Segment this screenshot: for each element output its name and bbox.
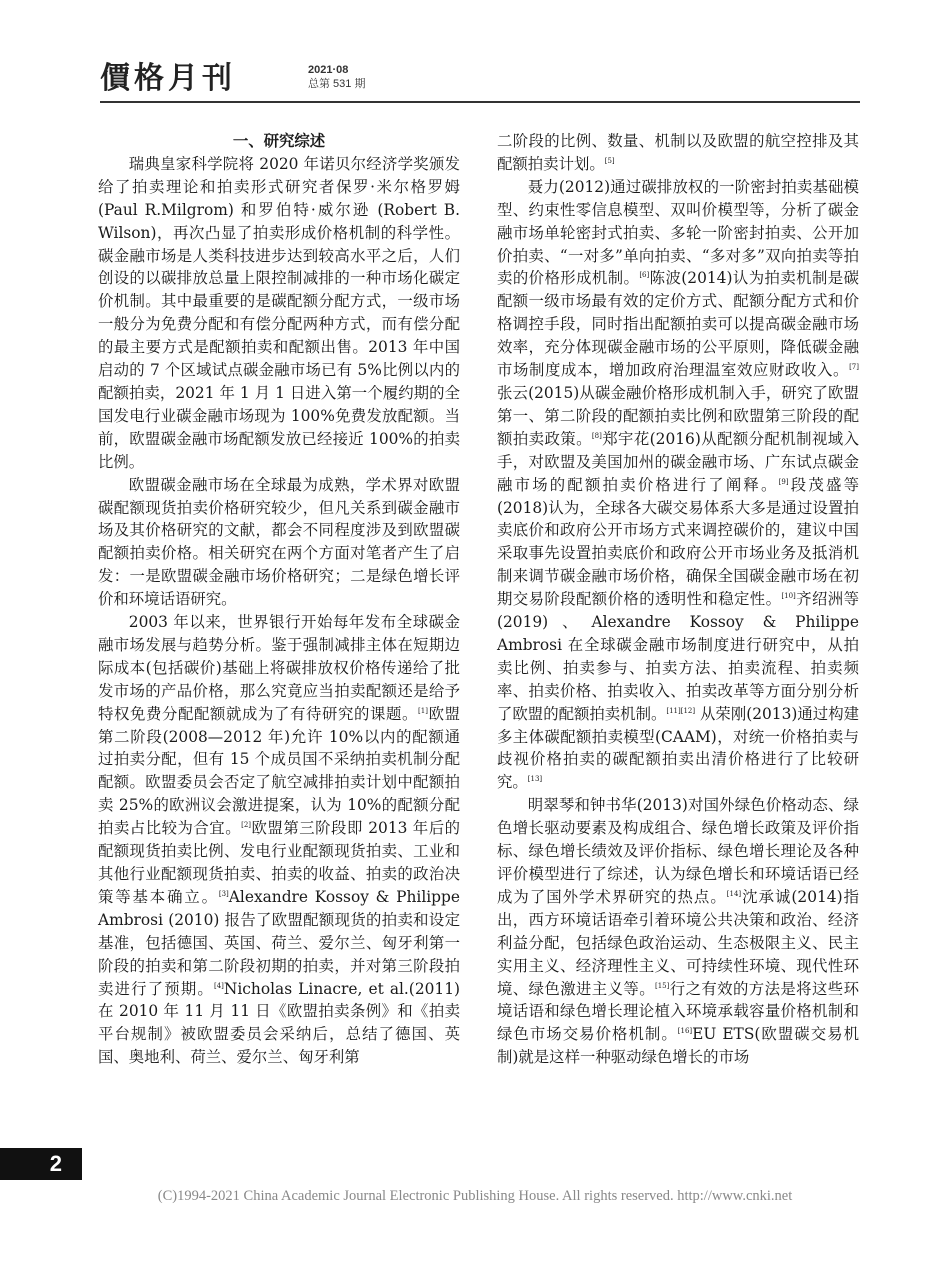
paragraph xyxy=(98,611,460,1069)
citation-ref: [13] xyxy=(527,775,543,784)
paragraph-text: 齐绍洲等(2019)、Alexandre Kossoy & Philippe Ambrosi 在全球碳金融市场制度进行研究中，从拍卖比例、拍卖参与、拍卖方法、拍卖流程、拍卖频率、拍卖价格、拍卖收入、拍卖改革等方面分别分析了欧盟的配额拍卖机制。 xyxy=(497,590,859,723)
page-number: 2 xyxy=(0,1148,82,1180)
citation-ref: [6] xyxy=(639,271,650,280)
paragraph-text: 瑞典皇家科学院将 2020 年诺贝尔经济学奖颁发给了拍卖理论和拍卖形式研究者保罗·米尔格罗姆 (Paul R.Milgrom) 和罗伯特·威尔逊 (Robert B. Wilson)，再次凸显了拍卖形成价格机制的科学性。碳金融市场是人类科技进步达到较高水平之后，人们创设的以碳排放总量上限控制减排的一种市场化碳定价机制。其中最重要的是碳配额分配方式，一级市场一般分为免费分配和有偿分配两种方式，而有偿分配的最主要方式是配额拍卖和配额出售。2013 年中国启动的 7 个区域试点碳金融市场已有 5%比例以内的配额拍卖，2021 年 1 月 1 日进入第一个履约期的全国发电行业碳金融市场现为 100%免费发放配额。当前，欧盟碳金融市场配额发放已经接近 100%的拍卖比例。 xyxy=(98,154,460,471)
copyright-footer: (C)1994-2021 China Academic Journal Electronic Publishing House. All rights reserved. http://www.cnki.net xyxy=(157,1188,793,1204)
citation-ref: [4] xyxy=(214,981,224,990)
journal-header xyxy=(100,58,860,104)
paragraph xyxy=(497,130,859,176)
issue-year: 2021·08 xyxy=(308,64,349,76)
paragraph-text: EU ETS(欧盟碳交易机制)就是这样一种驱动绿色增长的市场 xyxy=(497,1025,859,1067)
header-rule xyxy=(100,101,860,103)
paragraph-text: 二阶段的比例、数量、机制以及欧盟的航空控排及其配额拍卖计划。 xyxy=(497,132,859,173)
paragraph-text: 欧盟碳金融市场在全球最为成熟，学术界对欧盟碳配额现货拍卖价格研究较少，但凡关系到碳金融市场及其价格研究的文献，都会不同程度涉及到欧盟碳配额拍卖价格。相关研究在两个方面对笔者产生了启发：一是欧盟碳金融市场价格研究；二是绿色增长评价和环境话语研究。 xyxy=(98,475,460,609)
citation-ref: [1] xyxy=(418,706,428,715)
citation-ref: [10] xyxy=(781,592,796,601)
paragraph xyxy=(98,474,460,611)
paragraph-text: 段茂盛等(2018)认为，全球各大碳交易体系大多是通过设置拍卖底价和政府公开市场方式来调控碳价的，建议中国采取事先设置拍卖底价和政府公开市场业务及抵消机制来调节碳金融市场价格，确保全国碳金融市场在初期交易阶段配额价格的透明性和稳定性。 xyxy=(497,475,859,609)
left-column xyxy=(98,130,460,1069)
right-column xyxy=(497,130,859,1069)
paragraph-text: 聂力(2012)通过碳排放权的一阶密封拍卖基础模型、约束性零信息模型、双叫价模型等，分析了碳金融市场单轮密封式拍卖、多轮一阶密封拍卖、公开加价拍卖、“一对多”单向拍卖、“多对多”双向拍卖等拍卖的价格形成机制。 xyxy=(497,177,859,288)
paragraph-text: 欧盟第三阶段即 2013 年后的配额现货拍卖比例、发电行业配额现货拍卖、工业和其他行业配额现货拍卖、拍卖的收益、拍卖的政治决策等基本确立。 xyxy=(98,819,460,906)
citation-ref: [8] xyxy=(591,431,602,440)
issue-total: 总第 531 期 xyxy=(308,78,366,90)
citation-ref: [2] xyxy=(241,821,252,830)
paragraph xyxy=(98,153,460,474)
journal-logo: 價格月刊 xyxy=(100,61,236,96)
paragraph-text: 沈承诚(2014)指出，西方环境话语牵引着环境公共决策和政治、经济利益分配，包括绿色政治运动、生态极限主义、民主实用主义、经济理性主义、可持续性环境、现代性环境、绿色激进主义等。 xyxy=(497,887,859,998)
citation-ref: [15] xyxy=(655,981,670,990)
citation-ref: [16] xyxy=(677,1027,693,1036)
paragraph-text: 欧盟第二阶段(2008—2012 年)允许 10%以内的配额通过拍卖分配，但有 15 个成员国不采纳拍卖机制分配配额。欧盟委员会否定了航空减排拍卖计划中配额拍卖 25%的欧洲议会激进提案，认为 10%的配额分配拍卖占比较为合宜。 xyxy=(98,704,460,838)
paragraph-text: 2003 年以来，世界银行开始每年发布全球碳金融市场发展与趋势分析。鉴于强制减排主体在短期边际成本(包括碳价)基础上将碳排放权价格传递给了批发市场的产品价格，那么究竟应当拍卖配额还是给予特权免费分配配额就成为了有待研究的课题。 xyxy=(98,613,460,723)
paragraph-text: Alexandre Kossoy & Philippe Ambrosi (2010) 报告了欧盟配额现货的拍卖和设定基准，包括德国、英国、荷兰、爱尔兰、匈牙利第一阶段的拍卖和第二阶段初期的拍卖，并对第三阶段拍卖进行了预期。 xyxy=(98,887,460,998)
citation-ref: [11][12] xyxy=(666,706,696,715)
paragraph-text: 郑宇花(2016)从配额分配机制视域入手，对欧盟及美国加州的碳金融市场、广东试点碳金融市场的配额拍卖价格进行了阐释。 xyxy=(497,429,859,494)
citation-ref: [3] xyxy=(218,889,229,898)
paragraph-text: 明翠琴和钟书华(2013)对国外绿色价格动态、绿色增长驱动要素及构成组合、绿色增长政策及评价指标、绿色增长绩效及评价指标、绿色增长理论及各种评价模型进行了综述，认为绿色增长和环境话语已经成为了国外学术界研究的热点。 xyxy=(497,796,859,906)
citation-ref: [7] xyxy=(849,363,859,372)
paragraph-text: Nicholas Linacre, et al.(2011) 在 2010 年 11 月 11 日《欧盟拍卖条例》和《拍卖平台规制》被欧盟委员会采纳后，总结了德国、英国、奥地利、荷兰、爱尔兰、匈牙利第 xyxy=(98,979,460,1067)
paragraph-text: 从荣刚(2013)通过构建多主体碳配额拍卖模型(CAAM)，对统一价格拍卖与歧视价格拍卖的碳配额拍卖出清价格进行了比较研究。 xyxy=(497,704,859,792)
paragraph-text: 行之有效的方法是将这些环境话语和绿色增长理论植入环境承载容量价格机制和绿色市场交易价格机制。 xyxy=(497,979,859,1044)
citation-ref: [5] xyxy=(604,156,615,165)
issue-info xyxy=(308,63,365,91)
citation-ref: [9] xyxy=(778,477,789,486)
citation-ref: [14] xyxy=(726,889,742,898)
paragraph-text: 张云(2015)从碳金融价格形成机制入手，研究了欧盟第一、第二阶段的配额拍卖比例和欧盟第三阶段的配额拍卖政策。 xyxy=(497,383,859,448)
section-title: 一、研究综述 xyxy=(232,132,326,150)
paragraph xyxy=(497,176,859,794)
paragraph xyxy=(497,794,859,1069)
paragraph-text: 陈波(2014)认为拍卖机制是碳配额一级市场最有效的定价方式、配额分配方式和价格调控手段，同时指出配额拍卖可以提高碳金融市场效率，充分体现碳金融市场的公平原则，降低碳金融市场制度成本，增加政府治理温室效应财政收入。 xyxy=(497,269,859,380)
